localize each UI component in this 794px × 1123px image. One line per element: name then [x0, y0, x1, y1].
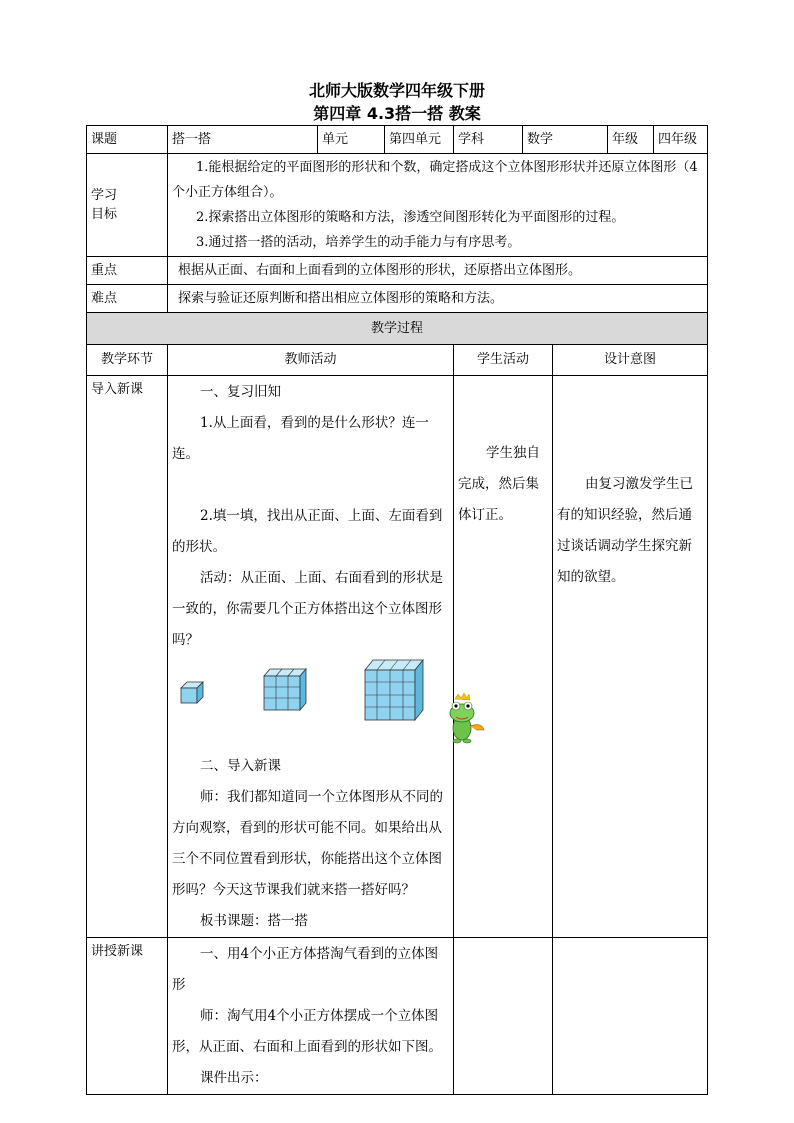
info-row	[87, 126, 708, 154]
grade-value: 四年级	[654, 126, 708, 154]
difficulty-label: 难点	[87, 285, 168, 313]
stage2-intent	[553, 938, 708, 1095]
teacher-text: 2.填一填，找出从正面、上面、左面看到的形状。	[172, 508, 443, 555]
stage1-teacher	[168, 376, 454, 938]
design-intent-text: 由复习激发学生已有的知识经验，然后通过谈话调动学生探究新知的欲望。	[557, 476, 693, 585]
goals-label-line1: 学习	[91, 187, 118, 203]
large-cube-block-icon	[365, 660, 423, 720]
goals-label	[87, 154, 168, 257]
goals-row	[87, 154, 708, 257]
difficulty-text: 探索与验证还原判断和搭出相应立体图形的策略和方法。	[168, 285, 708, 313]
stage2-row	[87, 938, 708, 1095]
teacher-text: 师：我们都知道同一个立体图形从不同的方向观察，看到的形状可能不同。如果给出从三个不同位置看到形状，你能搭出这个立体图形吗？今天这节课我们就来搭一搭好吗？	[172, 789, 443, 898]
stage2-student	[454, 938, 553, 1095]
teacher-text: 师：淘气用4个小正方体摆成一个立体图形，从正面、右面和上面看到的形状如下图。	[172, 1008, 442, 1055]
document-title: 北师大版数学四年级下册	[308, 81, 485, 100]
key-point-row	[87, 257, 708, 285]
stage1-intent	[553, 376, 708, 938]
stage1-label: 导入新课	[87, 376, 168, 938]
cube-figures	[172, 656, 488, 751]
frog-mascot-icon	[450, 693, 484, 743]
teacher-text: 1.从上面看，看到的是什么形状？连一连。	[172, 415, 429, 462]
teacher-text: 板书课题：搭一搭	[200, 913, 308, 929]
document-subtitle: 第四章 4.3搭一搭 教案	[313, 104, 481, 123]
teacher-text: 课件出示：	[200, 1070, 268, 1086]
key-point-text: 根据从正面、右面和上面看到的立体图形的形状，还原搭出立体图形。	[168, 257, 708, 285]
teacher-text	[172, 470, 449, 501]
subject-value: 数学	[523, 126, 608, 154]
column-header-intent: 设计意图	[553, 345, 708, 376]
process-heading: 教学过程	[87, 313, 708, 345]
subject-label: 学科	[454, 126, 523, 154]
stage2-label: 讲授新课	[87, 938, 168, 1095]
process-heading-row	[87, 313, 708, 345]
teacher-text: 一、用4个小正方体搭淘气看到的立体图形	[172, 946, 439, 993]
stage1-row	[87, 376, 708, 938]
column-header-student: 学生活动	[454, 345, 553, 376]
difficulty-row	[87, 285, 708, 313]
single-cube-icon	[181, 682, 203, 703]
teacher-text: 一、复习旧知	[200, 384, 281, 400]
unit-label: 单元	[318, 126, 385, 154]
cube-illustration	[172, 656, 449, 751]
column-header-stage: 教学环节	[87, 345, 168, 376]
column-header-teacher: 教师活动	[168, 345, 454, 376]
goals-content	[168, 154, 708, 257]
unit-value: 第四单元	[385, 126, 454, 154]
small-cube-block-icon	[264, 669, 306, 710]
topic-label: 课题	[87, 126, 168, 154]
goal-item: 2.探索搭出立体图形的策略和方法，渗透空间图形转化为平面图形的过程。	[196, 210, 625, 225]
topic-value: 搭一搭	[168, 126, 318, 154]
goal-item: 1.能根据给定的平面图形的形状和个数，确定搭成这个立体图形形状并还原立体图形（4个小正方体组合）。	[172, 160, 698, 200]
column-header-row	[87, 345, 708, 376]
teacher-text: 活动：从正面、上面、右面看到的形状是一致的，你需要几个正方体搭出这个立体图形吗？	[172, 570, 443, 648]
goals-label-line2: 目标	[91, 207, 118, 222]
grade-label: 年级	[608, 126, 654, 154]
stage2-teacher	[168, 938, 454, 1095]
teacher-text: 二、导入新课	[200, 758, 281, 774]
student-activity-text: 学生独自完成，然后集体订正。	[458, 445, 540, 523]
lesson-plan-table	[86, 125, 708, 1095]
key-point-label: 重点	[87, 257, 168, 285]
goal-item: 3.通过搭一搭的活动，培养学生的动手能力与有序思考。	[196, 235, 521, 250]
